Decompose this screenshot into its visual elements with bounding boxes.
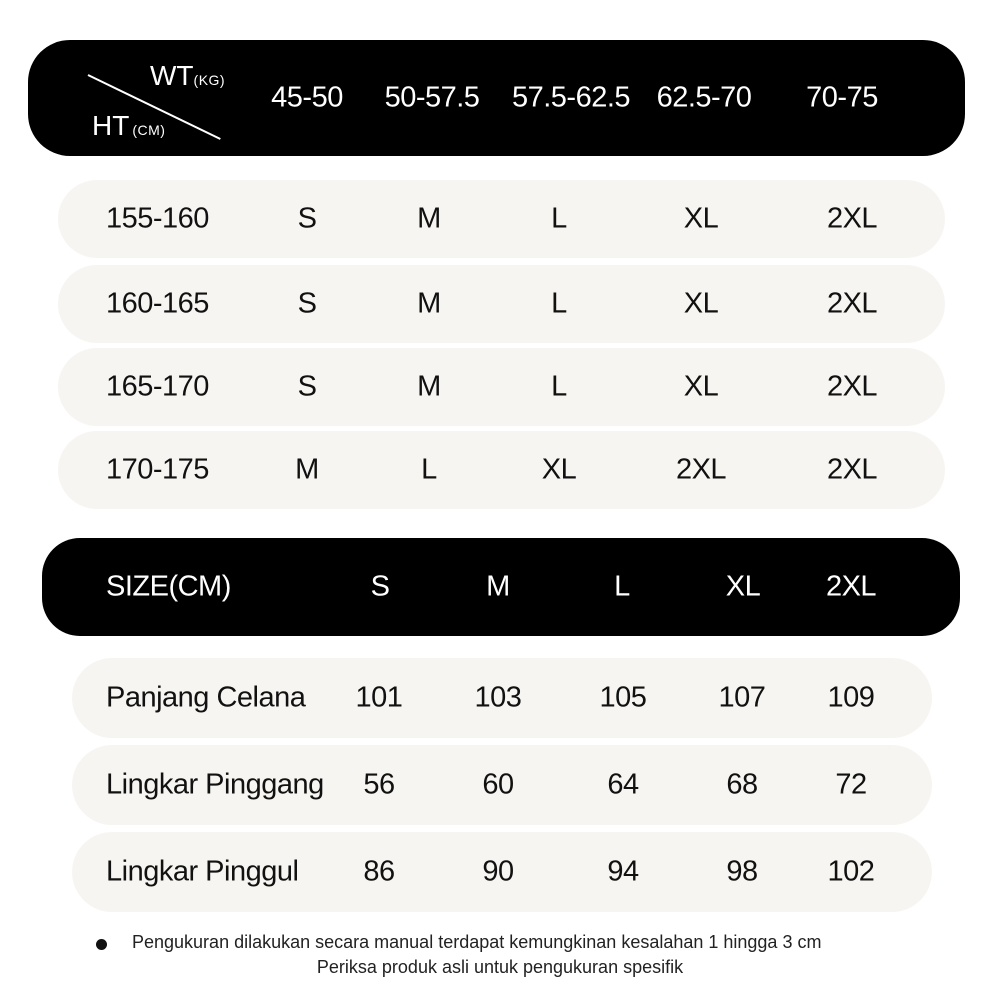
weight-range-2: 50-57.5: [384, 81, 480, 114]
measurement-value: 103: [474, 681, 522, 714]
height-row: [58, 348, 945, 426]
measurement-value: 86: [363, 855, 395, 888]
size-cell: L: [551, 370, 567, 403]
measurement-note: Pengukuran dilakukan secara manual terdapat kemungkinan kesalahan 1 hingga 3 cm: [132, 932, 822, 952]
weight-axis-label: [150, 60, 225, 92]
size-cell: M: [417, 287, 441, 320]
measurement-row-pants-length: [72, 658, 932, 738]
weight-height-header: [28, 40, 965, 156]
weight-range-1: 45-50: [271, 81, 343, 114]
size-column-m: M: [486, 570, 510, 603]
measurement-value: 56: [363, 768, 395, 801]
weight-label: WT: [150, 60, 194, 91]
height-range: 160-165: [106, 287, 209, 320]
size-cell: L: [421, 453, 437, 486]
height-range: 155-160: [106, 202, 209, 235]
size-column-s: S: [370, 570, 390, 603]
weight-range-5: 70-75: [806, 81, 878, 114]
measurement-label: Lingkar Pinggang: [106, 768, 324, 801]
size-cell: L: [551, 202, 567, 235]
weight-range-3: 57.5-62.5: [511, 81, 631, 114]
weight-unit: (KG): [193, 72, 226, 88]
measurement-row-waist: [72, 745, 932, 825]
measurement-value: 101: [355, 681, 403, 714]
height-row: [58, 431, 945, 509]
measurement-value: 98: [726, 855, 758, 888]
size-cell: L: [551, 287, 567, 320]
weight-range-4: 62.5-70: [656, 81, 752, 114]
size-chart-header: [42, 538, 960, 636]
size-cell: 2XL: [826, 453, 878, 486]
measurement-value: 72: [835, 768, 867, 801]
size-cell: 2XL: [826, 202, 878, 235]
height-row: [58, 180, 945, 258]
measurement-value: 105: [599, 681, 647, 714]
size-column-2xl: 2XL: [825, 570, 877, 603]
size-cell: 2XL: [826, 370, 878, 403]
height-range: 170-175: [106, 453, 209, 486]
size-cell: S: [297, 202, 317, 235]
measurement-value: 102: [827, 855, 875, 888]
measurement-value: 94: [607, 855, 639, 888]
measurement-row-hip: [72, 832, 932, 912]
size-cell: S: [297, 370, 317, 403]
height-unit: (CM): [132, 122, 166, 138]
height-range: 165-170: [106, 370, 209, 403]
height-row: [58, 265, 945, 343]
measurement-label: Lingkar Pinggul: [106, 855, 299, 888]
product-check-note: Periksa produk asli untuk pengukuran spesifik: [316, 957, 684, 977]
size-cell: 2XL: [675, 453, 727, 486]
size-header-label: SIZE(CM): [106, 570, 231, 603]
size-column-xl: XL: [725, 570, 761, 603]
measurement-value: 68: [726, 768, 758, 801]
size-cell: S: [297, 287, 317, 320]
height-label: HT: [92, 110, 130, 141]
measurement-value: 109: [827, 681, 875, 714]
size-cell: M: [417, 370, 441, 403]
size-cell: M: [417, 202, 441, 235]
measurement-value: 90: [482, 855, 514, 888]
size-cell: M: [295, 453, 319, 486]
measurement-value: 64: [607, 768, 639, 801]
size-cell: XL: [683, 370, 719, 403]
measurement-value: 107: [718, 681, 766, 714]
size-cell: 2XL: [826, 287, 878, 320]
size-cell: XL: [683, 287, 719, 320]
height-axis-label: [92, 110, 165, 142]
size-cell: XL: [683, 202, 719, 235]
size-column-l: L: [614, 570, 630, 603]
measurement-value: 60: [482, 768, 514, 801]
size-cell: XL: [541, 453, 577, 486]
measurement-label: Panjang Celana: [106, 681, 306, 714]
